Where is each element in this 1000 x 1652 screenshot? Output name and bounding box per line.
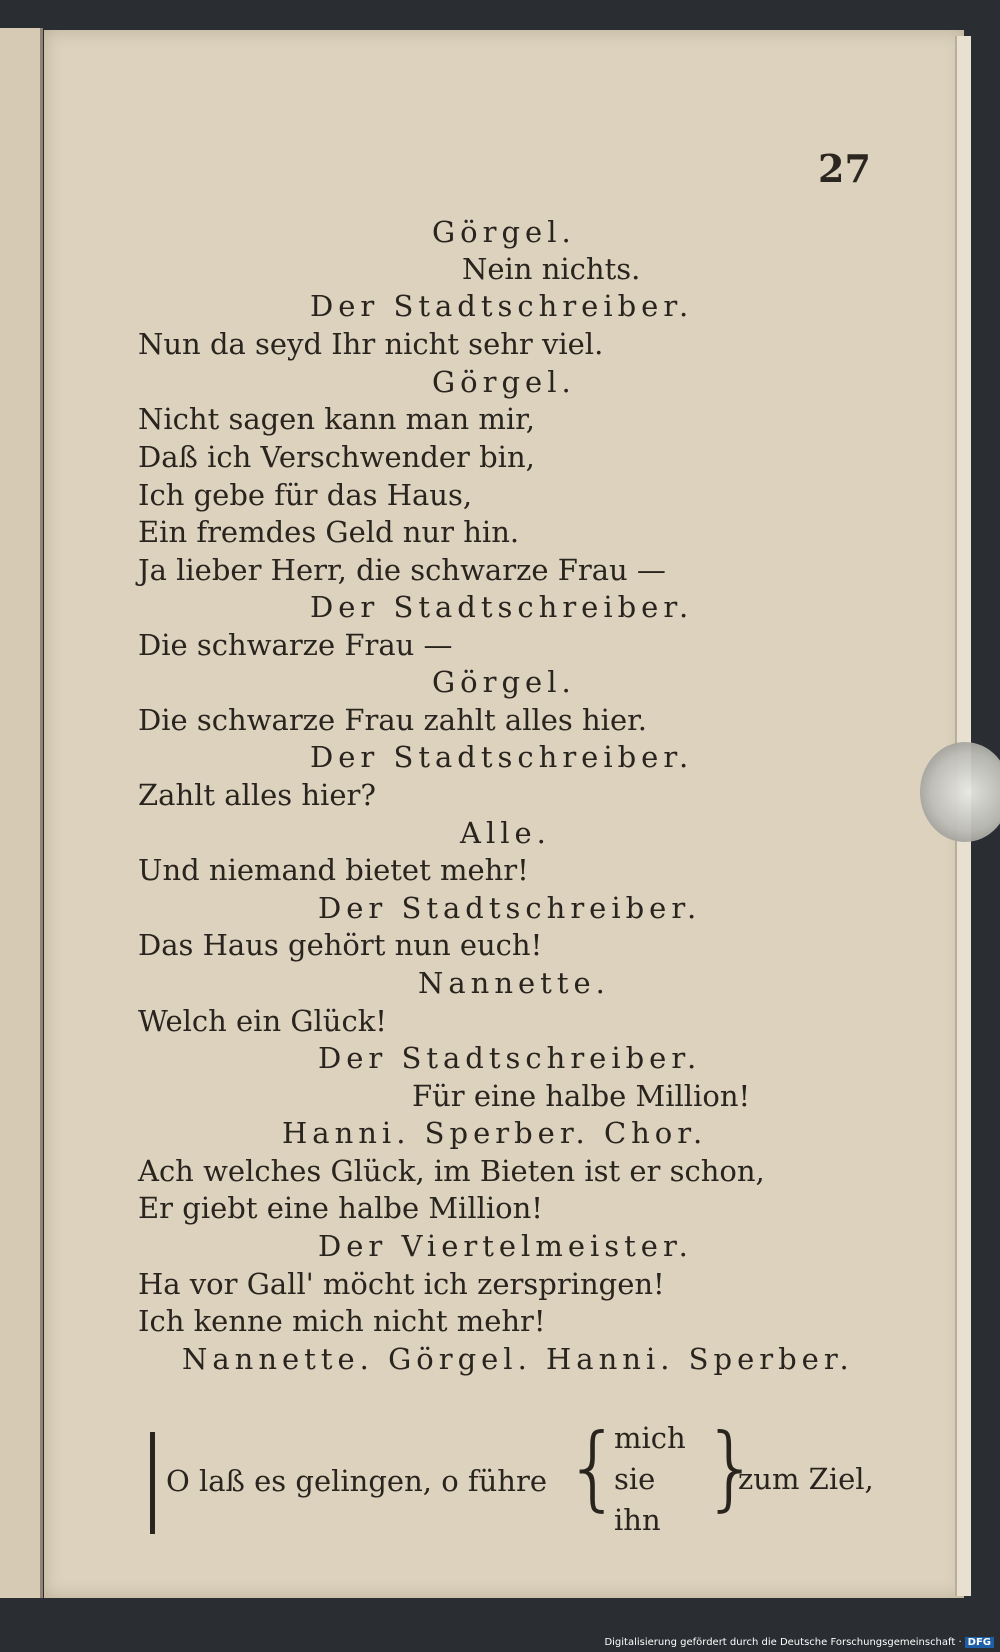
- text-line: Die schwarze Frau zahlt alles hier.: [138, 703, 648, 737]
- text-line: Ich kenne mich nicht mehr!: [138, 1304, 546, 1338]
- speaker-name: Görgel.: [432, 365, 576, 399]
- text-line: Ich gebe für das Haus,: [138, 478, 473, 512]
- speaker-name: Görgel.: [432, 665, 576, 699]
- text-line: Ha vor Gall' möcht ich zerspringen!: [138, 1267, 665, 1301]
- verse-choice: ihn: [614, 1503, 661, 1537]
- speaker-name: Nannette. Görgel. Hanni. Sperber.: [182, 1342, 854, 1376]
- text-line: Welch ein Glück!: [138, 1004, 387, 1038]
- right-brace: }: [702, 1414, 761, 1521]
- text-line: Er giebt eine halbe Million!: [138, 1191, 543, 1225]
- text-line: Nun da seyd Ihr nicht sehr viel.: [138, 327, 604, 361]
- verse-choice: sie: [614, 1462, 656, 1496]
- verse-text-after: zum Ziel,: [738, 1462, 874, 1496]
- text-line: Für eine halbe Million!: [412, 1079, 751, 1113]
- text-line: Ein fremdes Geld nur hin.: [138, 515, 520, 549]
- text-line: Daß ich Verschwender bin,: [138, 440, 535, 474]
- speaker-name: Der Stadtschreiber.: [310, 590, 694, 624]
- verse-choice: mich: [614, 1421, 686, 1455]
- speaker-name: Der Stadtschreiber.: [318, 891, 702, 925]
- text-line: Und niemand bietet mehr!: [138, 853, 529, 887]
- text-line: Das Haus gehört nun euch!: [138, 928, 543, 962]
- speaker-name: Hanni. Sperber. Chor.: [282, 1116, 708, 1150]
- left-page-edge: [0, 28, 43, 1598]
- speaker-name: Nannette.: [418, 966, 610, 1000]
- text-line: Die schwarze Frau —: [138, 628, 453, 662]
- speaker-name: Der Stadtschreiber.: [318, 1041, 702, 1075]
- verse-bar: [150, 1432, 155, 1534]
- verse-text-before: O laß es gelingen, o führe: [166, 1464, 547, 1498]
- page-clip: [920, 742, 1000, 842]
- speaker-name: Alle.: [460, 816, 551, 850]
- left-brace: {: [564, 1414, 623, 1521]
- text-line: Nein nichts.: [462, 252, 641, 286]
- dfg-logo: DFG: [965, 1637, 994, 1648]
- speaker-name: Der Stadtschreiber.: [310, 289, 694, 323]
- footer-credit: [604, 1637, 994, 1648]
- speaker-name: Görgel.: [432, 215, 576, 249]
- page-number: 27: [818, 146, 871, 191]
- text-line: Ja lieber Herr, die schwarze Frau —: [138, 553, 666, 587]
- speaker-name: Der Stadtschreiber.: [310, 740, 694, 774]
- text-line: Nicht sagen kann man mir,: [138, 402, 536, 436]
- speaker-name: Der Viertelmeister.: [318, 1229, 693, 1263]
- text-line: Zahlt alles hier?: [138, 778, 376, 812]
- footer-text: Digitalisierung gefördert durch die Deutsche Forschungsgemeinschaft ·: [604, 1637, 962, 1648]
- text-line: Ach welches Glück, im Bieten ist er schon,: [138, 1154, 765, 1188]
